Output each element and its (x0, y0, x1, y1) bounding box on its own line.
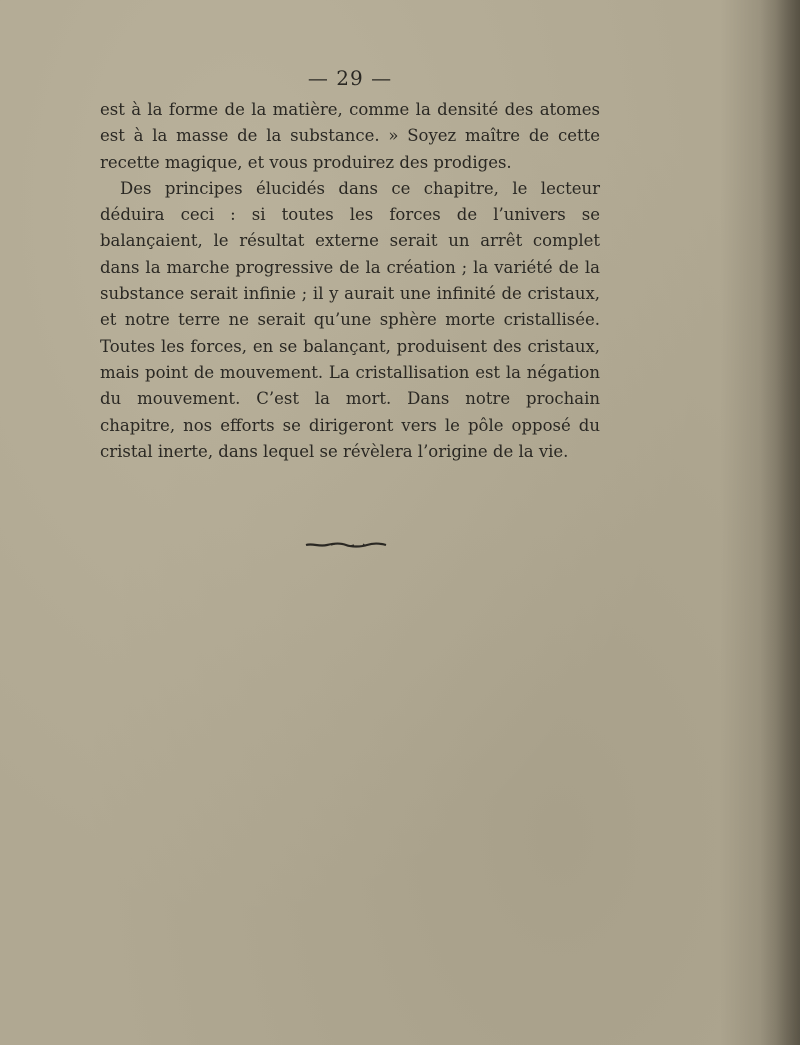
end-of-chapter-rule-icon (305, 540, 387, 550)
paragraph-conclusion: Des principes élucidés dans ce chapitre, le lecteur déduira ceci : si toutes les forces de l’univers se balançaient, le résultat externe serait un arrêt complet dans la marche progressive de la création ; la variété de la substance serait infinie ; il y aurait une infinité de cristaux, et notre terre ne serait qu’une sphère morte cristallisée. Toutes les forces, en se balançant, produisent des cristaux, mais point de mouvement. La cristallisation est la négation du mouvement. C’est la mort. Dans notre prochain chapitre, nos efforts se dirigeront vers le pôle opposé du cristal inerte, dans lequel se révèlera l’origine de la vie. (100, 178, 600, 461)
body-text (100, 97, 600, 465)
page-number: — 29 — (307, 66, 393, 90)
paragraph-continuation: est à la forme de la matière, comme la densité des atomes est à la masse de la substance. » Soyez maître de cette recette magique, et vous produirez des prodiges. (100, 100, 600, 172)
page-edge-shadow (760, 0, 800, 1045)
